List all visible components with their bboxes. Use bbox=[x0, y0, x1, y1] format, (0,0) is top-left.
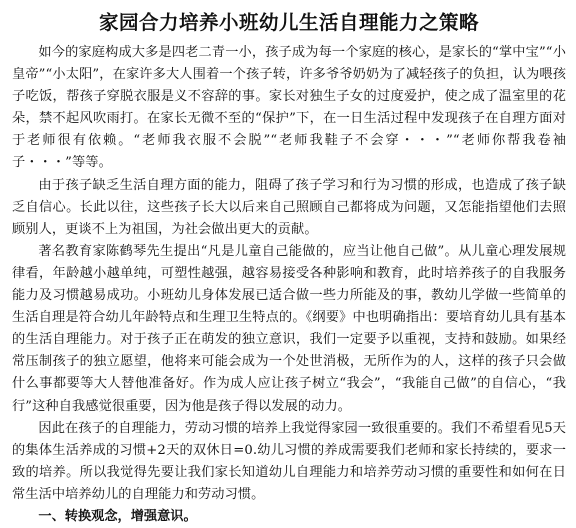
paragraph-consequence: 由于孩子缺乏生活自理方面的能力，阻碍了孩子学习和行为习惯的形成，也造成了孩子缺乏自信心。长此以往，这些孩子长大以后来自己照顾自己都将成为问题，又怎能指望他们去照顾别人，更谈不上为祖国，为社会做出更大的贡献。 bbox=[12, 177, 566, 237]
section-heading: 一、转换观念，增强意识。 bbox=[38, 508, 197, 524]
paragraph-conclusion: 因此在孩子的自理能力，劳动习惯的培养上我觉得家园一致很重要的。我们不希望看见5天的集体生活养成的习惯+2天的双休日=0.幼儿习惯的养成需要我们老师和家长持续的，要求一致的培养。所以我觉得先要让我们家长知道幼儿自理能力和培养劳动习惯的重要性和如何在日常生活中培养幼儿的自理能力和劳动习惯。 bbox=[12, 420, 566, 502]
paragraph-intro: 如今的家庭构成大多是四老二青一小，孩子成为每一个家庭的核心，是家长的“掌中宝”“小皇帝”“小太阳”，在家许多大人围着一个孩子转，许多爷爷奶奶为了减轻孩子的负担，认为喂孩子吃饭，帮孩子穿脱衣服是义不容辞的事。家长对独生子女的过度爱护，使之成了温室里的花朵，禁不起风吹雨打。在家长无微不至的“保护”下，在一日生活过程中发现孩子在自理方面对于老师很有依赖。“老师我衣服不会脱”“老师我鞋子不会穿・・・”“老师你帮我卷袖子・・・”等等。 bbox=[12, 45, 566, 171]
paragraph-theory: 著名教育家陈鹤琴先生提出“凡是儿童自己能做的，应当让他自己做”。从儿童心理发展规律看，年龄越小越单纯，可塑性越强，越容易接受各种影响和教育，此时培养孩子的自我服务能力及习惯越易成功。小班幼儿身体发展已适合做一些力所能及的事，教幼儿学做一些简单的生活自理是符合幼儿年龄特点和生理卫生特点的。《纲要》中也明确指出：要培育幼儿具有基本的生活自理能力。对于孩子正在萌发的独立意识，我们一定要予以重视，支持和鼓励。如果经常压制孩子的独立愿望，他将来可能会成为一个处世消极，无所作为的人，这样的孩子只会做什么事都要等大人替他准备好。作为成人应让孩子树立“我会”，“我能自己做”的自信心，“我行”这种自我感觉很重要，因为他是孩子得以发展的动力。 bbox=[12, 243, 566, 414]
document-title: 家园合力培养小班幼儿生活自理能力之策略 bbox=[98, 11, 479, 34]
